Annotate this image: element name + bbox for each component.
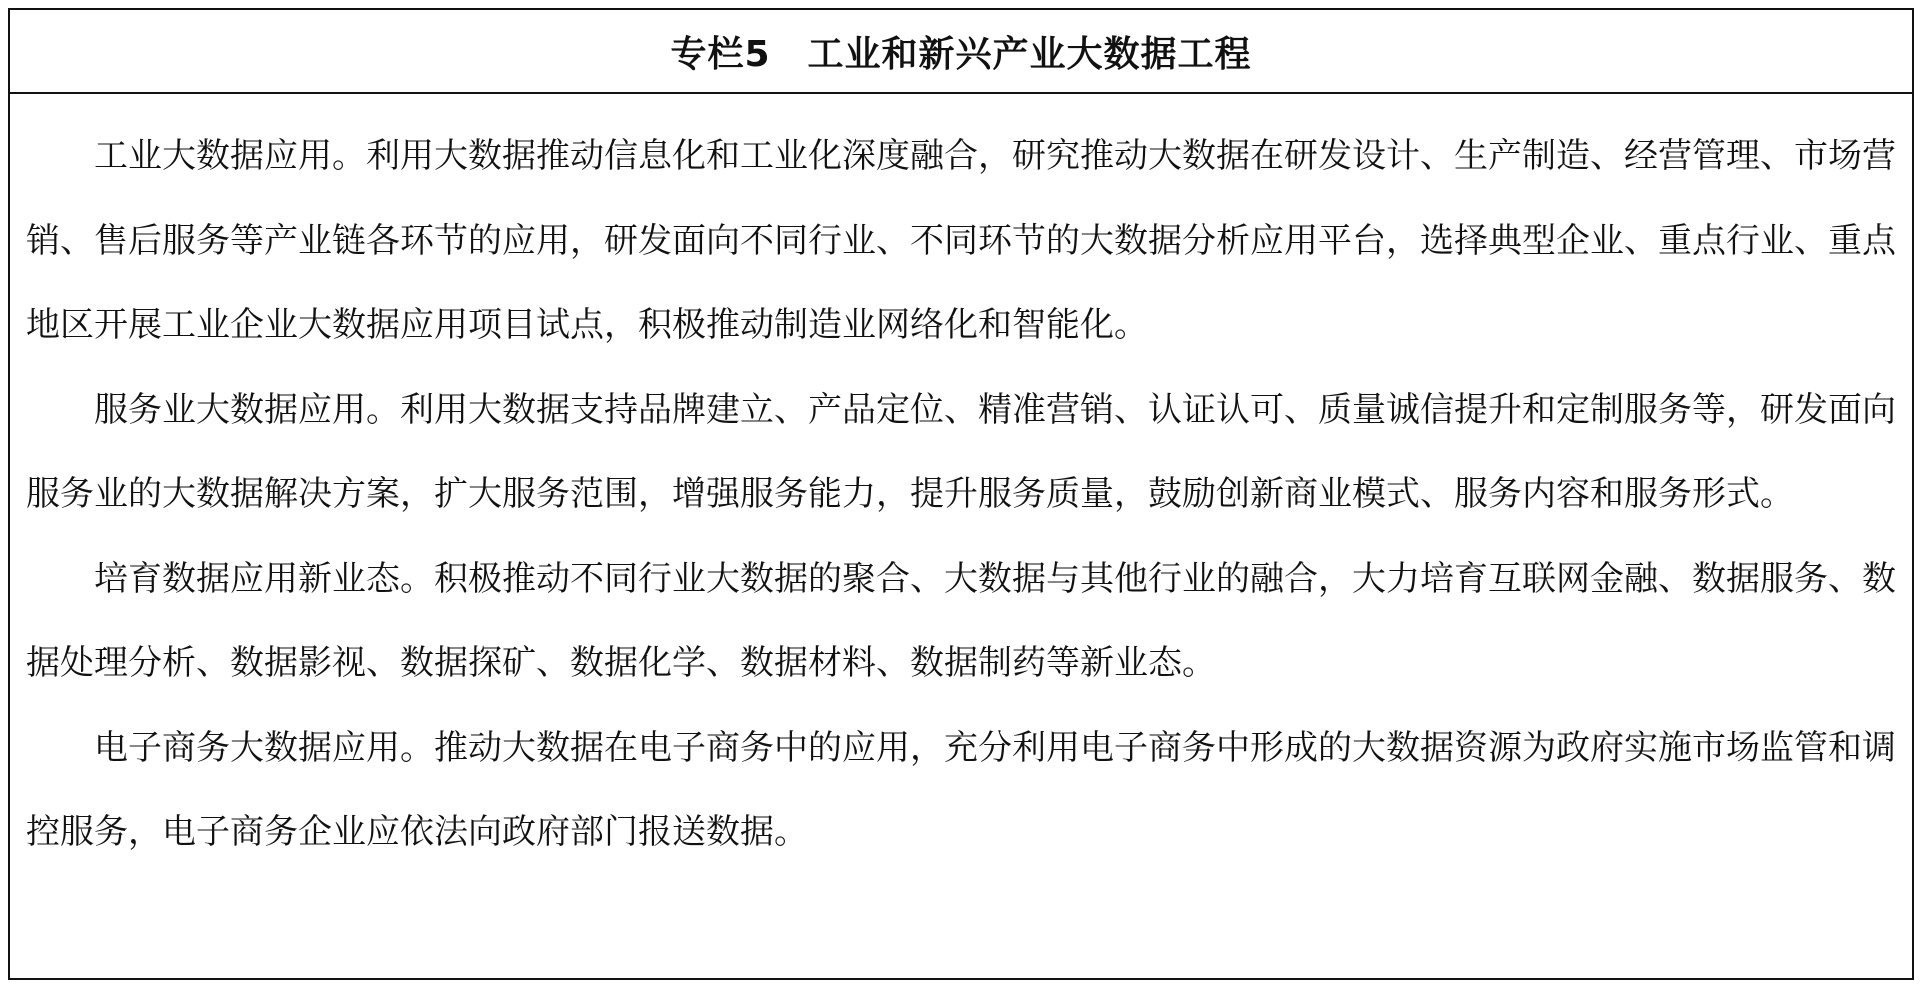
box-content [10,94,1912,875]
title-row [10,10,1912,94]
feature-box [8,8,1914,980]
box-title: 专栏5 工业和新兴产业大数据工程 [670,33,1252,75]
paragraph-service-big-data: 服务业大数据应用。利用大数据支持品牌建立、产品定位、精准营销、认证认可、质量诚信提升和定制服务等，研发面向服务业的大数据解决方案，扩大服务范围，增强服务能力，提升服务质量，鼓励创新商业模式、服务内容和服务形式。 [26,389,1896,514]
paragraph-industrial-big-data: 工业大数据应用。利用大数据推动信息化和工业化深度融合，研究推动大数据在研发设计、生产制造、经营管理、市场营销、售后服务等产业链各环节的应用，研发面向不同行业、不同环节的大数据分析应用平台，选择典型企业、重点行业、重点地区开展工业企业大数据应用项目试点，积极推动制造业网络化和智能化。 [26,136,1896,345]
paragraph-ecommerce-big-data: 电子商务大数据应用。推动大数据在电子商务中的应用，充分利用电子商务中形成的大数据资源为政府实施市场监管和调控服务，电子商务企业应依法向政府部门报送数据。 [26,727,1896,852]
paragraph-new-business-forms: 培育数据应用新业态。积极推动不同行业大数据的聚合、大数据与其他行业的融合，大力培育互联网金融、数据服务、数据处理分析、数据影视、数据探矿、数据化学、数据材料、数据制药等新业态。 [26,558,1896,683]
